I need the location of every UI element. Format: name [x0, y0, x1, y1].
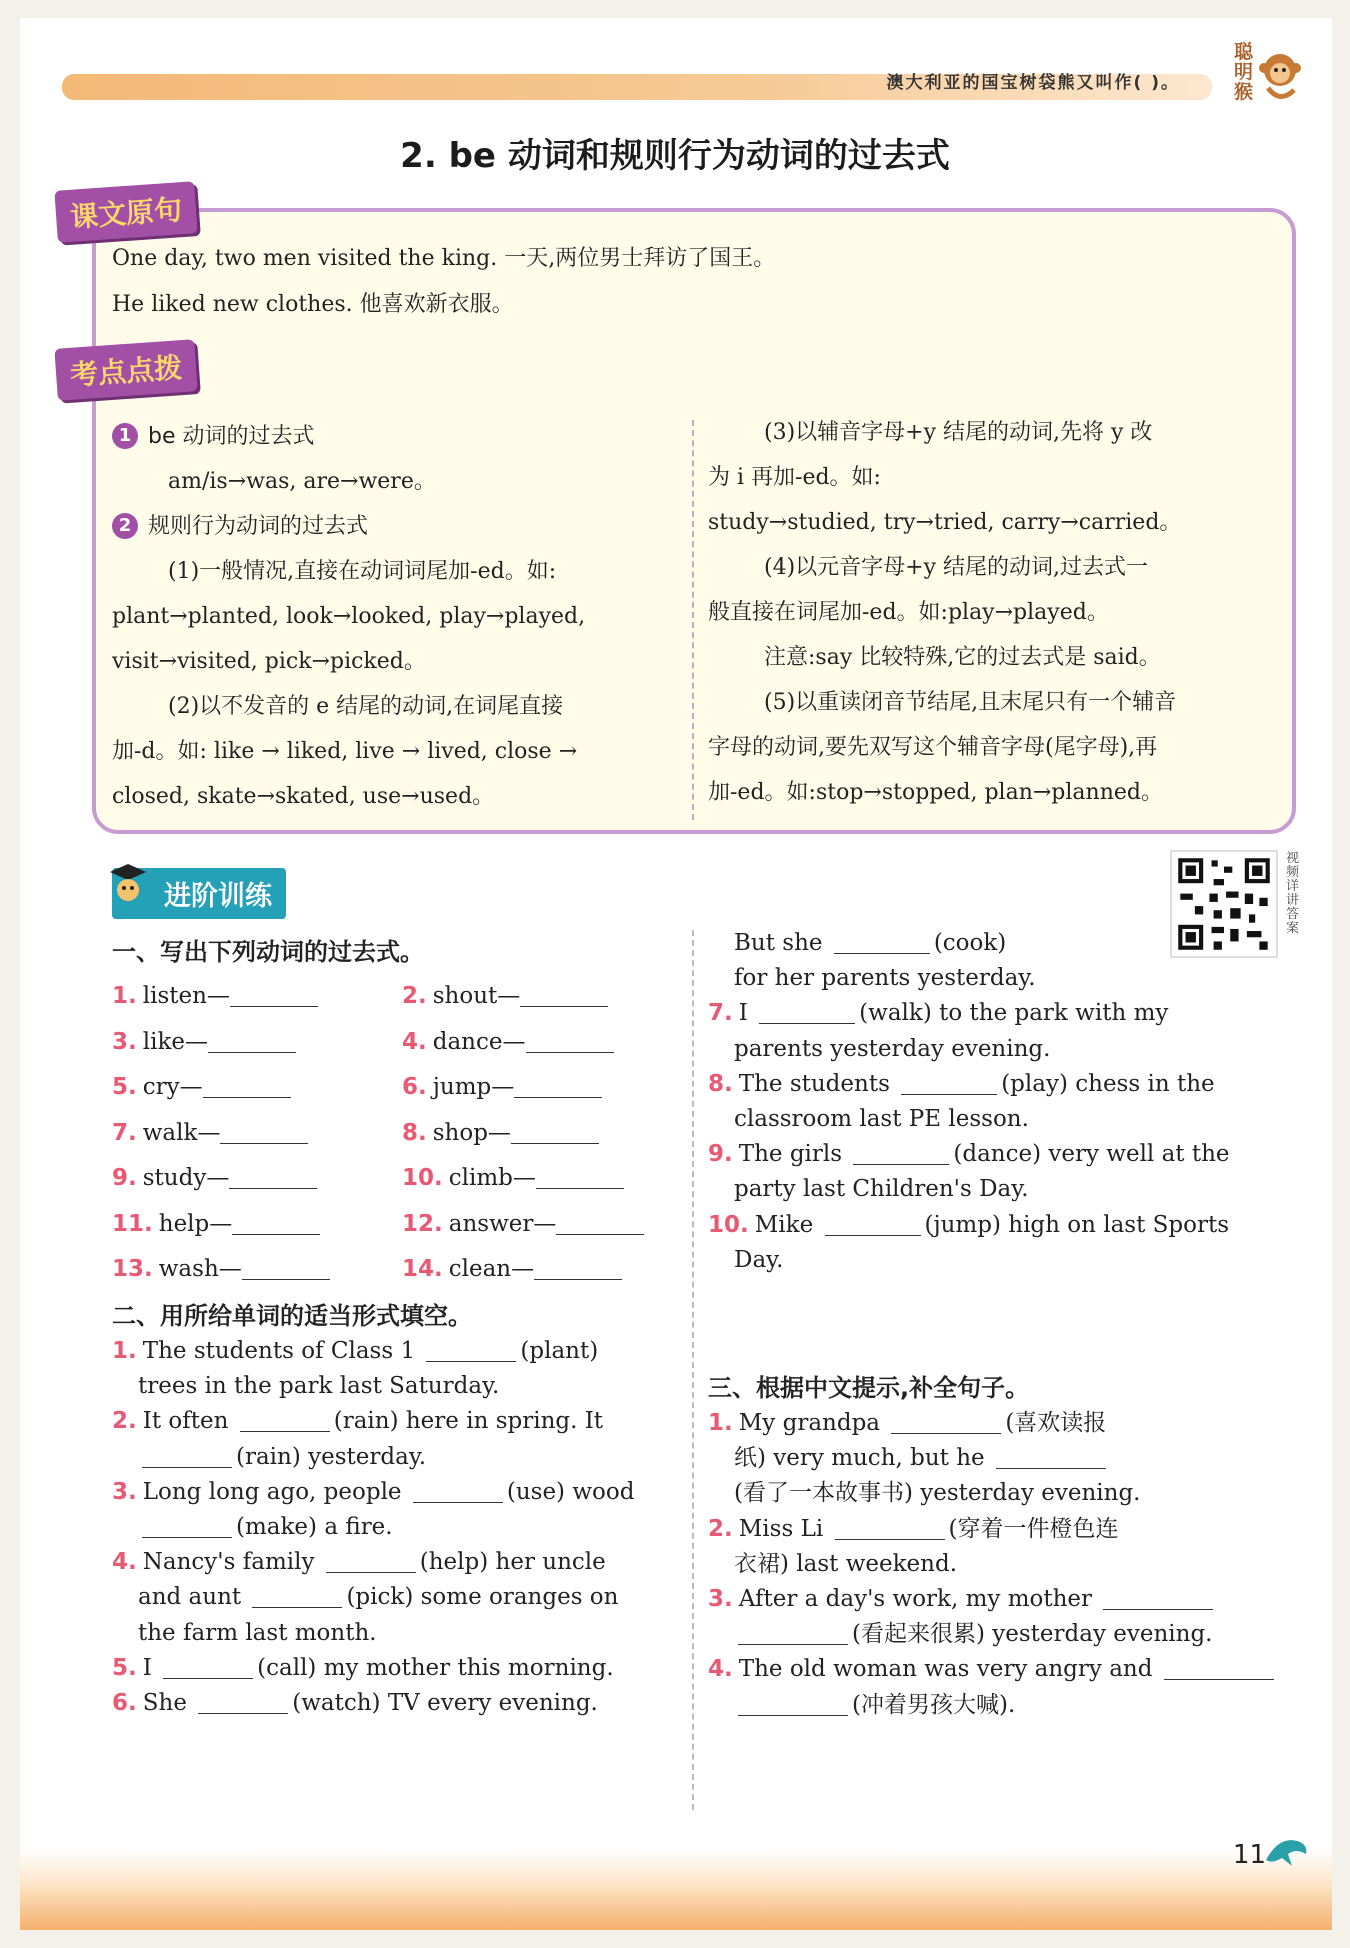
verb-text: walk— [142, 1119, 221, 1146]
answer-blank[interactable] [232, 1210, 320, 1235]
answer-blank[interactable] [240, 1407, 330, 1432]
item-number: 10. [708, 1211, 749, 1238]
answer-blank[interactable] [835, 1515, 945, 1540]
verb-item [402, 1065, 682, 1111]
point-line: 加-d。如: like → liked, live → lived, close → [112, 739, 578, 764]
answer-blank[interactable] [759, 999, 855, 1024]
verb-text: jump— [432, 1074, 515, 1100]
page-number: 11 [1232, 1840, 1266, 1870]
exercise-line [708, 1172, 1283, 1207]
verb-text: shout— [432, 983, 521, 1009]
item-number: 2. [112, 1408, 137, 1435]
point-line: 注意:say 比较特殊,它的过去式是 said。 [764, 645, 1161, 670]
sentence-text: I [142, 1654, 160, 1681]
exercise-line [112, 1334, 682, 1369]
item-number: 8. [708, 1070, 733, 1097]
sentence-text: for her parents yesterday. [734, 965, 1036, 992]
point-line: 般直接在词尾加-ed。如:play→played。 [708, 600, 1109, 625]
answer-blank[interactable] [536, 1164, 624, 1189]
sentence-text: (dance) very well at the [953, 1141, 1230, 1168]
answer-blank[interactable] [252, 1583, 342, 1608]
sentence-text: (rain) here in spring. It [333, 1408, 604, 1435]
section2-title: 二、用所给单词的适当形式填空。 [112, 1302, 472, 1330]
item-number: 6. [112, 1689, 137, 1716]
verb-text: dance— [432, 1028, 526, 1055]
exercise-line [708, 1137, 1283, 1172]
sentence-text: (watch) TV every evening. [292, 1689, 598, 1716]
answer-blank[interactable] [511, 1119, 599, 1144]
sentence-text: (play) chess in the [1001, 1070, 1215, 1097]
column-divider [692, 930, 694, 1810]
exercise-line [708, 1441, 1283, 1476]
sentence-text: 纸) very much, but he [734, 1445, 992, 1472]
sentence-text: The students [738, 1070, 898, 1097]
exercise-line [708, 996, 1283, 1031]
exercise-line [112, 1475, 682, 1510]
exercise-line [708, 1617, 1283, 1652]
sentence-text: party last Children's Day. [734, 1176, 1029, 1203]
answer-blank[interactable] [1103, 1585, 1213, 1610]
item-number: 11. [112, 1210, 153, 1237]
sentence-text: (看起来很累) yesterday evening. [852, 1621, 1213, 1648]
verb-text: help— [158, 1210, 233, 1237]
badge-1: 1 [112, 423, 138, 449]
sentence-text: (穿着一件橙色连 [948, 1515, 1119, 1542]
sentence-text: But she [734, 930, 830, 956]
exercise-line [112, 1545, 682, 1580]
points-right-column [708, 410, 1283, 815]
item-number: 10. [402, 1165, 443, 1191]
qr-label: 视频详讲答案 [1286, 851, 1300, 936]
item-number: 2. [708, 1515, 733, 1542]
point-line: (4)以元音字母+y 结尾的动词,过去式一 [764, 555, 1149, 580]
exercise-line [708, 1547, 1283, 1582]
verb-text: study— [142, 1165, 230, 1191]
answer-blank[interactable] [738, 1620, 848, 1645]
verb-item [402, 1156, 682, 1202]
point-line: (2)以不发音的 e 结尾的动词,在词尾直接 [168, 694, 564, 719]
point-line: (3)以辅音字母+y 结尾的动词,先将 y 改 [764, 420, 1153, 445]
verb-item [402, 974, 682, 1020]
answer-blank[interactable] [834, 929, 930, 954]
exercise-line [708, 1067, 1283, 1102]
item-number: 14. [402, 1256, 443, 1282]
tag-original-sentences: 课文原句 [54, 181, 197, 243]
item-number: 7. [708, 1000, 733, 1027]
dolphin-icon [1262, 1830, 1310, 1872]
exercise-line [708, 1032, 1283, 1067]
item-number: 12. [402, 1210, 443, 1237]
answer-blank[interactable] [1164, 1655, 1274, 1680]
exercise-line [708, 961, 1283, 996]
point-line: am/is→was, are→were。 [168, 469, 436, 494]
point-line: (1)一般情况,直接在动词词尾加-ed。如: [168, 559, 557, 584]
answer-blank[interactable] [825, 1211, 921, 1236]
verb-text: answer— [448, 1210, 557, 1237]
item-number: 5. [112, 1074, 137, 1100]
verb-item [112, 1247, 402, 1293]
item-number: 3. [708, 1585, 733, 1612]
answer-blank[interactable] [326, 1548, 416, 1573]
verb-row [112, 1111, 682, 1157]
sentence-text: trees in the park last Saturday. [138, 1373, 500, 1400]
sentence-text: The students of Class 1 [142, 1338, 423, 1364]
exercise-line [112, 1440, 682, 1475]
sentence-text: I [738, 1000, 756, 1027]
bottom-decoration [20, 1850, 1332, 1930]
item-number: 9. [708, 1141, 733, 1168]
verb-item [112, 1020, 402, 1066]
sentence-text: It often [142, 1408, 236, 1435]
section2-left [112, 1334, 682, 1721]
answer-blank[interactable] [413, 1478, 503, 1503]
sentence-text: My grandpa [738, 1410, 888, 1436]
exercise-line [708, 1476, 1283, 1511]
point-line: 字母的动词,要先双写这个辅音字母(尾字母),再 [708, 735, 1158, 760]
verb-item [112, 974, 402, 1020]
original-sentence-1: One day, two men visited the king. 一天,两位男士拜访了国王。 [112, 246, 776, 271]
sentence-text: classroom last PE lesson. [734, 1105, 1029, 1132]
tag-key-points: 考点点拨 [54, 339, 197, 401]
answer-blank[interactable] [220, 1119, 308, 1144]
point-line: 加-ed。如:stop→stopped, plan→planned。 [708, 780, 1163, 805]
answer-blank[interactable] [230, 982, 318, 1007]
exercise-line [708, 1652, 1283, 1687]
sentence-text: (喜欢读报 [1005, 1410, 1107, 1436]
point-line: 为 i 再加-ed。如: [708, 465, 881, 490]
verb-item [112, 1156, 402, 1202]
verb-item [112, 1202, 402, 1248]
answer-blank[interactable] [891, 1409, 1001, 1434]
item-number: 6. [402, 1074, 427, 1100]
verb-row [112, 974, 682, 1020]
sentence-text: (help) her uncle [419, 1549, 606, 1576]
tag-practice: 进阶训练 [112, 868, 286, 919]
verb-row [112, 1020, 682, 1066]
sentence-text: 衣裙) last weekend. [734, 1550, 958, 1577]
answer-blank[interactable] [996, 1444, 1106, 1469]
verb-item [112, 1065, 402, 1111]
verb-item [402, 1020, 682, 1066]
exercise-line [112, 1510, 682, 1545]
point-heading-1: be 动词的过去式 [148, 424, 315, 449]
verb-row [112, 1202, 682, 1248]
exercise-line [112, 1404, 682, 1439]
sentence-text: Nancy's family [142, 1549, 322, 1576]
item-number: 5. [112, 1654, 137, 1681]
sentence-text: the farm last month. [138, 1619, 377, 1646]
point-line: (5)以重读闭音节结尾,且末尾只有一个辅音 [764, 690, 1177, 715]
verb-item [112, 1111, 402, 1157]
sentence-text: Mike [754, 1211, 821, 1238]
sentence-text: She [142, 1689, 195, 1716]
exercise-line [112, 1651, 682, 1686]
graduation-cap-icon [108, 860, 148, 904]
exercise-line [708, 1102, 1283, 1137]
sentence-text: (rain) yesterday. [236, 1443, 427, 1470]
answer-blank[interactable] [203, 1073, 291, 1098]
verb-text: climb— [448, 1165, 536, 1191]
section1-title: 一、写出下列动词的过去式。 [112, 938, 424, 966]
answer-blank[interactable] [142, 1443, 232, 1468]
exercise-line [112, 1686, 682, 1721]
item-number: 4. [708, 1656, 733, 1683]
answer-blank[interactable] [142, 1513, 232, 1538]
verb-row [112, 1065, 682, 1111]
sentence-text: (use) wood [506, 1478, 635, 1505]
verb-text: clean— [448, 1256, 535, 1282]
answer-blank[interactable] [534, 1255, 622, 1280]
sentence-text: (plant) [520, 1338, 599, 1364]
exercise-line [112, 1369, 682, 1404]
column-divider [692, 420, 694, 820]
sentence-text: (make) a fire. [236, 1513, 393, 1540]
item-number: 3. [112, 1028, 137, 1055]
answer-blank[interactable] [556, 1210, 644, 1235]
answer-blank[interactable] [208, 1028, 296, 1053]
answer-blank[interactable] [514, 1073, 602, 1098]
answer-blank[interactable] [163, 1654, 253, 1679]
section1-items [112, 974, 682, 1293]
sentence-text: (jump) high on last Sports [924, 1211, 1230, 1238]
sentence-text: The girls [738, 1141, 850, 1168]
exercise-line [708, 1512, 1283, 1547]
answer-blank[interactable] [426, 1337, 516, 1362]
sentence-text: (cook) [933, 930, 1007, 956]
answer-blank[interactable] [738, 1691, 848, 1716]
sentence-text: (call) my mother this morning. [257, 1654, 614, 1681]
answer-blank[interactable] [901, 1070, 997, 1095]
answer-blank[interactable] [853, 1140, 949, 1165]
item-number: 3. [112, 1478, 137, 1505]
answer-blank[interactable] [526, 1028, 614, 1053]
verb-text: listen— [142, 983, 230, 1009]
item-number: 9. [112, 1165, 137, 1191]
monkey-icon [1256, 48, 1304, 104]
item-number: 1. [708, 1410, 733, 1436]
exercise-line [708, 1406, 1283, 1441]
answer-blank[interactable] [520, 982, 608, 1007]
verb-text: like— [142, 1028, 209, 1055]
verb-text: cry— [142, 1074, 203, 1100]
answer-blank[interactable] [229, 1164, 317, 1189]
exercise-line [708, 926, 1283, 961]
sentence-text: Day. [734, 1246, 784, 1273]
original-sentence-2: He liked new clothes. 他喜欢新衣服。 [112, 292, 514, 317]
item-number: 8. [402, 1119, 427, 1146]
point-line: closed, skate→skated, use→used。 [112, 784, 495, 809]
exercise-line [112, 1616, 682, 1651]
verb-row [112, 1156, 682, 1202]
sentence-text: parents yesterday evening. [734, 1035, 1051, 1062]
header-trivia: 澳大利亚的国宝树袋熊又叫作( )。 [886, 73, 1180, 93]
points-left-column [112, 414, 682, 819]
point-line: study→studied, try→tried, carry→carried。 [708, 510, 1182, 535]
sentence-text: (冲着男孩大喊). [852, 1691, 1016, 1718]
section3-items [708, 1406, 1283, 1723]
sentence-text: and aunt [138, 1584, 249, 1611]
sentence-text: Miss Li [738, 1515, 831, 1542]
answer-blank[interactable] [198, 1689, 288, 1714]
exercise-line [708, 1243, 1283, 1278]
sentence-text: The old woman was very angry and [738, 1656, 1160, 1683]
sentence-text: (walk) to the park with my [859, 1000, 1169, 1027]
verb-item [402, 1111, 682, 1157]
item-number: 2. [402, 983, 427, 1009]
page-title: 2. be 动词和规则行为动词的过去式 [400, 136, 950, 176]
item-number: 4. [402, 1028, 427, 1055]
point-line: visit→visited, pick→picked。 [112, 649, 426, 674]
verb-row [112, 1247, 682, 1293]
item-number: 4. [112, 1549, 137, 1576]
verb-text: wash— [158, 1256, 242, 1282]
sentence-text: (看了一本故事书) yesterday evening. [734, 1480, 1141, 1507]
point-heading-2: 规则行为动词的过去式 [148, 514, 369, 539]
section2-right [708, 926, 1283, 1278]
exercise-line [708, 1208, 1283, 1243]
sentence-text: Long long ago, people [142, 1478, 409, 1505]
item-number: 1. [112, 983, 137, 1009]
verb-text: shop— [432, 1119, 511, 1146]
exercise-line [708, 1688, 1283, 1723]
exercise-line [112, 1580, 682, 1615]
point-line: plant→planted, look→looked, play→played, [112, 604, 586, 629]
verb-item [402, 1202, 682, 1248]
mascot-logo: 聪明猴 [1234, 41, 1254, 103]
sentence-text: After a day's work, my mother [738, 1585, 1100, 1612]
item-number: 13. [112, 1256, 153, 1282]
exercise-line [708, 1582, 1283, 1617]
section3-title: 三、根据中文提示,补全句子。 [708, 1374, 1030, 1402]
item-number: 7. [112, 1119, 137, 1146]
verb-item [402, 1247, 682, 1293]
badge-2: 2 [112, 513, 138, 539]
sentence-text: (pick) some oranges on [346, 1584, 619, 1611]
item-number: 1. [112, 1338, 137, 1364]
answer-blank[interactable] [242, 1255, 330, 1280]
